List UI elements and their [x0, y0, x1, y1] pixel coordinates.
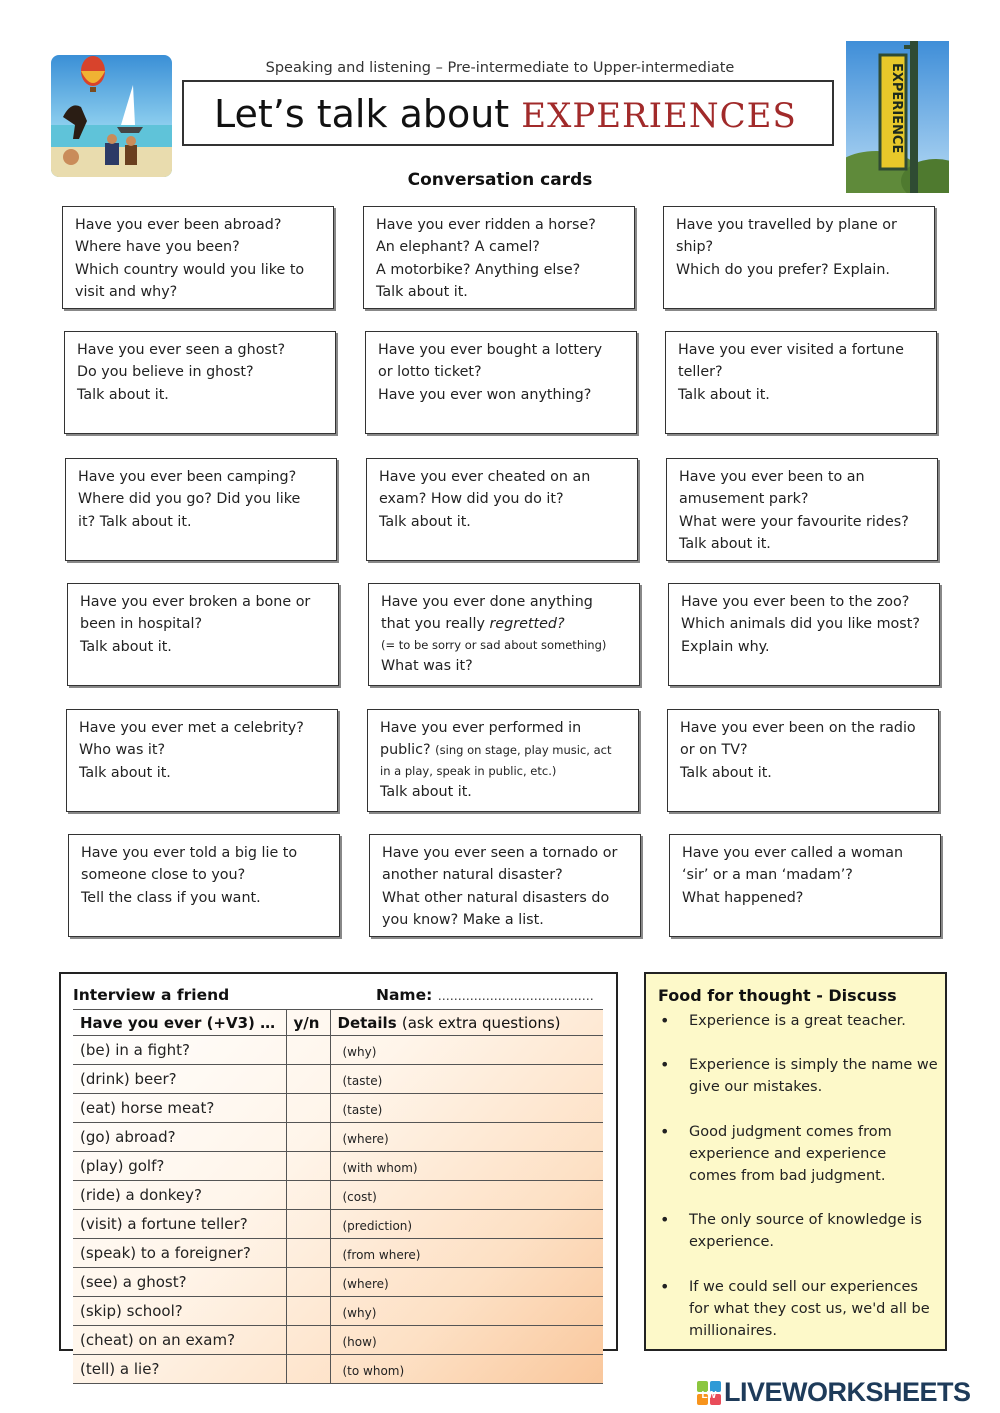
table-row	[73, 1326, 603, 1355]
card-line: Have you ever won anything?	[378, 386, 592, 403]
card-line-part: public?	[380, 742, 436, 759]
yn-cell[interactable]	[286, 1355, 330, 1384]
card-fortune-teller	[665, 331, 937, 434]
card-line	[381, 613, 627, 635]
liveworksheets-logo-icon	[697, 1381, 721, 1405]
card-line: Have you ever cheated on an	[379, 469, 591, 485]
yn-cell[interactable]	[286, 1036, 330, 1065]
question-cell: (drink) beer?	[73, 1065, 286, 1094]
card-amusement-park	[666, 458, 938, 561]
name-blank: …………………………………	[437, 989, 594, 1003]
card-cheated	[366, 458, 638, 561]
card-abroad	[62, 206, 334, 309]
card-line: Talk about it.	[379, 513, 471, 530]
card-line: Who was it?	[79, 742, 166, 759]
card-emphasis: regretted?	[489, 616, 565, 633]
details-cell[interactable]: (with whom)	[330, 1152, 603, 1181]
list-item: • If we could sell our experiences for what they cost us, we'd all be millionaires.	[658, 1276, 938, 1343]
question-cell: (tell) a lie?	[73, 1355, 286, 1384]
card-line: Have you ever been camping?	[78, 469, 297, 485]
question-cell: (speak) to a foreigner?	[73, 1239, 286, 1268]
page-title	[214, 92, 797, 136]
card-performed	[367, 709, 639, 812]
card-line: it? Talk about it.	[78, 513, 192, 530]
logo-text: LIVEWORKSHEETS	[724, 1377, 971, 1407]
card-line: or on TV?	[680, 742, 748, 759]
food-for-thought-title: Food for thought - Discuss	[658, 986, 897, 1005]
table-row	[73, 1094, 603, 1123]
card-line: Where have you been?	[75, 239, 240, 256]
card-line: Have you ever broken a bone or	[80, 594, 311, 610]
yn-cell[interactable]	[286, 1065, 330, 1094]
card-line: Which animals did you like most?	[681, 616, 920, 633]
food-for-thought-panel	[644, 972, 947, 1351]
card-line: Which do you prefer? Explain.	[676, 261, 890, 278]
card-travelled	[663, 206, 935, 309]
card-line: Have you ever been to an	[679, 469, 865, 485]
card-line-part: that you really	[381, 616, 490, 633]
table-row	[73, 1065, 603, 1094]
table-header-row	[73, 1010, 603, 1036]
card-line: Talk about it.	[77, 386, 169, 403]
card-broken-bone	[67, 583, 339, 686]
card-line: ship?	[676, 239, 714, 256]
list-item: • Good judgment comes from experience and experience comes from bad judgment.	[658, 1121, 938, 1188]
question-cell: (skip) school?	[73, 1297, 286, 1326]
card-line: Have you ever visited a fortune	[678, 342, 904, 358]
card-line: ‘sir’ or a man ‘madam’?	[682, 867, 853, 884]
card-radio-tv	[667, 709, 939, 812]
card-line: visit and why?	[75, 283, 178, 300]
table-row	[73, 1181, 603, 1210]
card-line: Talk about it.	[678, 386, 770, 403]
card-line: or lotto ticket?	[378, 364, 482, 381]
title-prefix: Let’s talk about	[214, 92, 522, 136]
question-cell: (cheat) on an exam?	[73, 1326, 286, 1355]
sign-text: EXPERIENCE	[889, 63, 904, 154]
details-cell[interactable]: (to whom)	[330, 1355, 603, 1384]
card-line: Explain why.	[681, 638, 770, 655]
table-row	[73, 1355, 603, 1384]
card-line: Talk about it.	[680, 764, 772, 781]
details-label: Details	[337, 1013, 397, 1032]
table-row	[73, 1239, 603, 1268]
card-line: Have you travelled by plane or	[676, 217, 897, 233]
interview-table	[73, 1009, 603, 1384]
card-line: What happened?	[682, 889, 804, 906]
card-camping	[65, 458, 337, 561]
quotes-list	[658, 1010, 938, 1364]
card-lottery	[365, 331, 637, 434]
card-line: Have you ever called a woman	[682, 845, 904, 861]
card-line: Which country would you like to	[75, 261, 305, 278]
interview-name-field[interactable]	[376, 986, 594, 1004]
card-line: teller?	[678, 364, 723, 381]
details-cell[interactable]: (why)	[330, 1297, 603, 1326]
question-cell: (eat) horse meat?	[73, 1094, 286, 1123]
card-line: Talk about it.	[376, 283, 468, 300]
card-line: Have you ever met a celebrity?	[79, 720, 304, 736]
yn-cell[interactable]	[286, 1152, 330, 1181]
interview-title: Interview a friend	[73, 986, 230, 1004]
card-regretted	[368, 583, 640, 686]
card-line: you know? Make a list.	[382, 911, 544, 928]
card-line: What were your favourite rides?	[679, 513, 909, 530]
card-line: Have you ever told a big lie to	[81, 845, 298, 861]
card-line: Have you ever performed in	[380, 720, 582, 736]
card-line: Talk about it.	[80, 638, 172, 655]
details-cell[interactable]: (taste)	[330, 1094, 603, 1123]
table-row	[73, 1152, 603, 1181]
details-cell[interactable]: (why)	[330, 1036, 603, 1065]
card-ghost	[64, 331, 336, 434]
card-line: What was it?	[381, 657, 473, 674]
yn-cell[interactable]	[286, 1326, 330, 1355]
card-note: (sing on stage, play music, act	[435, 743, 612, 758]
card-line: Have you ever ridden a horse?	[376, 217, 596, 233]
card-line: A motorbike? Anything else?	[376, 261, 581, 278]
logo-mark-text: LW	[701, 1390, 717, 1401]
card-line: Have you ever been abroad?	[75, 217, 282, 233]
question-cell: (go) abroad?	[73, 1123, 286, 1152]
column-header-yn: y/n	[286, 1010, 330, 1036]
card-line: amusement park?	[679, 491, 809, 508]
list-item: • The only source of knowledge is experience.	[658, 1209, 938, 1253]
card-line: Have you ever seen a ghost?	[77, 342, 286, 358]
card-line: been in hospital?	[80, 616, 203, 633]
card-celebrity	[66, 709, 338, 812]
card-line: Tell the class if you want.	[81, 889, 261, 906]
question-cell: (be) in a fight?	[73, 1036, 286, 1065]
interview-panel	[59, 972, 618, 1378]
card-line: another natural disaster?	[382, 867, 563, 884]
card-line: someone close to you?	[81, 867, 246, 884]
card-tornado	[369, 834, 641, 937]
table-row	[73, 1036, 603, 1065]
details-cell[interactable]: (where)	[330, 1268, 603, 1297]
card-line: Have you ever been to the zoo?	[681, 594, 910, 610]
yn-cell[interactable]	[286, 1210, 330, 1239]
card-line: What other natural disasters do	[382, 889, 610, 906]
details-cell[interactable]: (cost)	[330, 1181, 603, 1210]
card-ridden	[363, 206, 635, 309]
card-line: Have you ever seen a tornado or	[382, 845, 618, 861]
details-cell[interactable]: (how)	[330, 1326, 603, 1355]
details-cell[interactable]: (from where)	[330, 1239, 603, 1268]
card-line: Where did you go? Did you like	[78, 491, 301, 508]
header-subtitle: Speaking and listening – Pre-intermediate to Upper-intermediate	[265, 60, 735, 76]
card-line: exam? How did you do it?	[379, 491, 564, 508]
card-sir-madam	[669, 834, 941, 937]
column-header-details	[330, 1010, 603, 1036]
column-header-question: Have you ever (+V3) …	[73, 1010, 286, 1036]
yn-cell[interactable]	[286, 1297, 330, 1326]
details-note: (ask extra questions)	[401, 1013, 561, 1032]
card-note: in a play, speak in public, etc.)	[380, 763, 557, 778]
question-cell: (visit) a fortune teller?	[73, 1210, 286, 1239]
yn-cell[interactable]	[286, 1268, 330, 1297]
card-line: An elephant? A camel?	[376, 239, 540, 256]
table-row	[73, 1123, 603, 1152]
travel-collage-image	[51, 55, 172, 177]
question-cell: (ride) a donkey?	[73, 1181, 286, 1210]
title-accent-word: EXPERIENCES	[521, 96, 797, 136]
yn-cell[interactable]	[286, 1239, 330, 1268]
card-line	[380, 739, 626, 761]
section-heading-conversation-cards: Conversation cards	[407, 170, 593, 190]
yn-cell[interactable]	[286, 1094, 330, 1123]
list-item: • Experience is simply the name we give our mistakes.	[658, 1054, 938, 1098]
title-box	[182, 80, 834, 146]
card-big-lie	[68, 834, 340, 937]
card-line: Talk about it.	[679, 535, 771, 552]
card-zoo	[668, 583, 940, 686]
card-line: Have you ever been on the radio	[680, 720, 916, 736]
yn-cell[interactable]	[286, 1123, 330, 1152]
table-row	[73, 1210, 603, 1239]
details-cell[interactable]: (taste)	[330, 1065, 603, 1094]
question-cell: (see) a ghost?	[73, 1268, 286, 1297]
card-line: Talk about it.	[380, 783, 472, 800]
card-line: Have you ever done anything	[381, 594, 593, 610]
name-label: Name:	[376, 986, 433, 1004]
card-line: Do you believe in ghost?	[77, 364, 254, 381]
question-cell: (play) golf?	[73, 1152, 286, 1181]
card-line: Talk about it.	[79, 764, 171, 781]
table-row	[73, 1297, 603, 1326]
card-line: Have you ever bought a lottery	[378, 342, 603, 358]
table-row	[73, 1268, 603, 1297]
yn-cell[interactable]	[286, 1181, 330, 1210]
list-item: • Experience is a great teacher.	[658, 1010, 938, 1032]
details-cell[interactable]: (where)	[330, 1123, 603, 1152]
details-cell[interactable]: (prediction)	[330, 1210, 603, 1239]
card-note: (= to be sorry or sad about something)	[381, 637, 607, 652]
